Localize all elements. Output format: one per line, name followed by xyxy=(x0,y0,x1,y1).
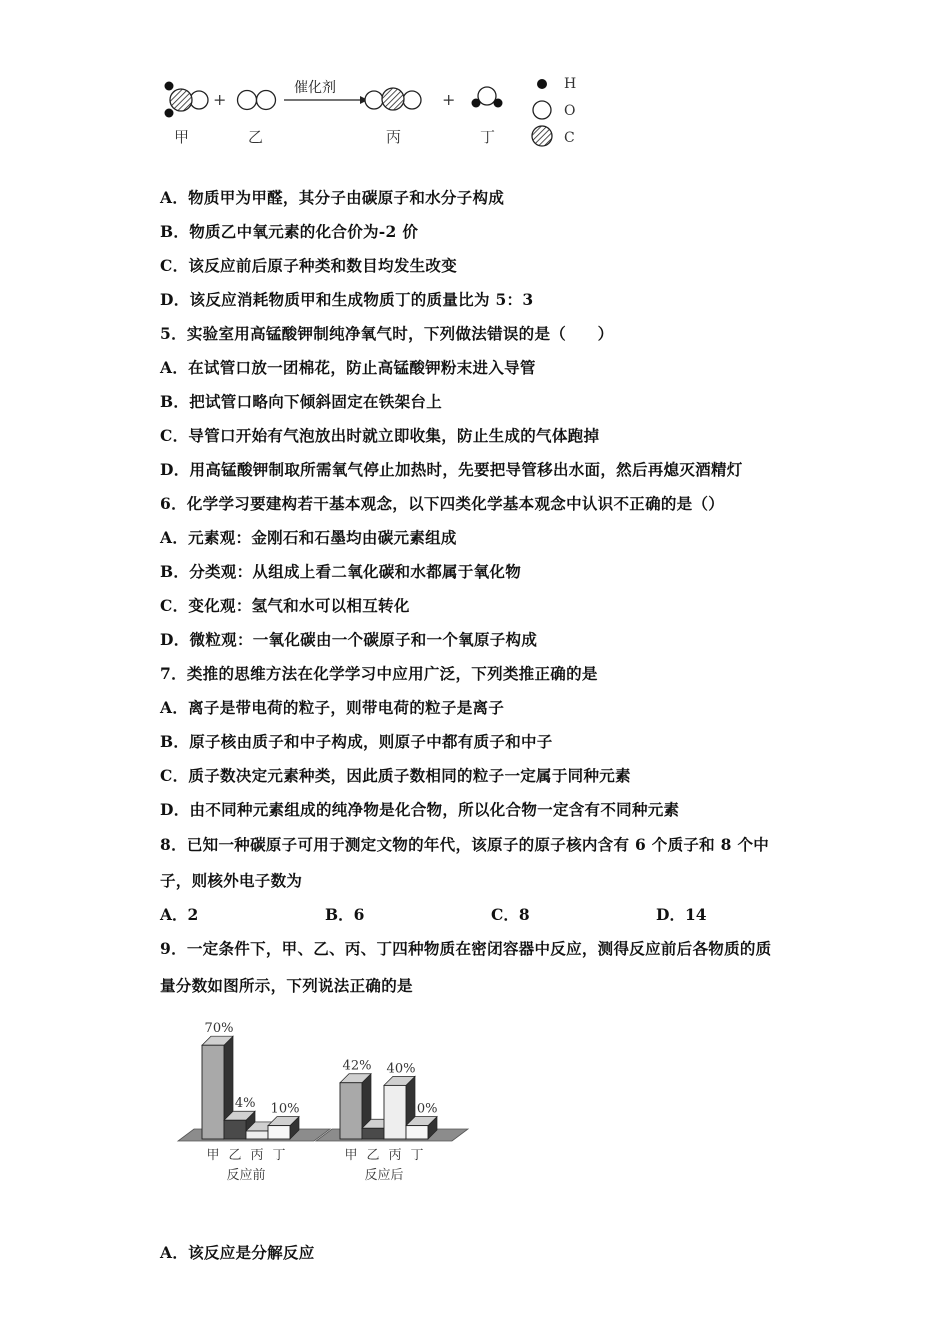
molecule-bing-icon xyxy=(365,88,421,110)
q5-option-c: C．导管口开始有气泡放出时就立即收集，防止生成的气体跑掉 xyxy=(160,426,600,445)
q8-option-d: D．14 xyxy=(656,905,707,924)
q6-stem: 6．化学学习要建构若干基本观念，以下四类化学基本观念中认识不正确的是（） xyxy=(160,494,725,513)
bar-1-3 xyxy=(406,1126,428,1139)
bar-0-0 xyxy=(202,1045,224,1139)
label-yi: 乙 xyxy=(248,128,264,146)
plus-sign: + xyxy=(213,90,227,109)
bar-0-1 xyxy=(224,1120,246,1139)
q6-option-a: A．元素观：金刚石和石墨均由碳元素组成 xyxy=(160,528,457,547)
bar-label-0-0: 70% xyxy=(204,1021,234,1037)
molecule-ding-icon xyxy=(472,87,503,108)
bar-0-3 xyxy=(268,1126,290,1139)
category-label-1-3: 丁 xyxy=(410,1148,424,1163)
q6-option-b: B．分类观：从组成上看二氧化碳和水都属于氧化物 xyxy=(160,562,522,581)
carbon-atom-icon xyxy=(532,126,552,146)
legend-h: H xyxy=(564,76,577,92)
legend-c: C xyxy=(564,130,575,146)
category-label-0-2: 丙 xyxy=(250,1148,264,1163)
category-label-0-0: 甲 xyxy=(206,1148,220,1163)
legend-o: O xyxy=(564,103,576,119)
q9-option-a: A．该反应是分解反应 xyxy=(160,1243,315,1262)
bar-1-0 xyxy=(340,1083,362,1139)
q8-option-b: B．6 xyxy=(325,905,365,924)
group-label-0: 反应前 xyxy=(226,1168,266,1183)
q8-options xyxy=(160,903,800,923)
q7-option-a: A．离子是带电荷的粒子，则带电荷的粒子是离子 xyxy=(160,698,505,717)
q9-stem-line1: 9．一定条件下，甲、乙、丙、丁四种物质在密闭容器中反应，测得反应前后各物质的质 xyxy=(160,939,772,958)
q4-option-d: D．该反应消耗物质甲和生成物质丁的质量比为 5：3 xyxy=(160,290,534,309)
category-label-0-3: 丁 xyxy=(272,1148,286,1163)
q5-stem: 5．实验室用高锰酸钾制纯净氧气时，下列做法错误的是（ ） xyxy=(160,324,614,343)
bar-label-0-3: 10% xyxy=(270,1101,300,1117)
bar-label-1-2: 40% xyxy=(386,1061,416,1077)
molecule-jia-icon xyxy=(165,82,209,118)
label-bing: 丙 xyxy=(386,128,402,146)
q8-stem-line1: 8．已知一种碳原子可用于测定文物的年代，该原子的原子核内含有 6 个质子和 8 个中 xyxy=(160,835,770,854)
bar-0-2 xyxy=(246,1131,268,1139)
q8-option-a: A．2 xyxy=(160,905,199,924)
q4-option-b: B．物质乙中氧元素的化合价为-2 价 xyxy=(160,222,419,241)
q9-stem-line2: 量分数如图所示，下列说法正确的是 xyxy=(160,976,413,995)
bar-1-1 xyxy=(362,1128,384,1139)
q7-option-b: B．原子核由质子和中子构成，则原子中都有质子和中子 xyxy=(160,732,553,751)
molecule-yi-icon xyxy=(238,91,276,110)
category-label-0-1: 乙 xyxy=(228,1148,242,1163)
q5-option-d: D．用高锰酸钾制取所需氧气停止加热时，先要把导管移出水面，然后再熄灭酒精灯 xyxy=(160,460,743,479)
q8-option-c: C．8 xyxy=(491,905,530,924)
q5-option-b: B．把试管口略向下倾斜固定在铁架台上 xyxy=(160,392,443,411)
q6-option-d: D．微粒观：一氧化碳由一个碳原子和一个氧原子构成 xyxy=(160,630,538,649)
q4-option-a: A．物质甲为甲醛，其分子由碳原子和水分子构成 xyxy=(160,188,505,207)
catalyst-label: 催化剂 xyxy=(294,80,336,96)
hydrogen-atom-icon xyxy=(537,79,547,89)
bar-1-2 xyxy=(384,1085,406,1139)
q7-stem: 7．类推的思维方法在化学学习中应用广泛，下列类推正确的是 xyxy=(160,664,598,683)
q7-option-c: C．质子数决定元素种类，因此质子数相同的粒子一定属于同种元素 xyxy=(160,766,631,785)
group-label-1: 反应后 xyxy=(364,1168,404,1183)
bar-label-0-1: 14% xyxy=(226,1096,256,1112)
plus-sign: + xyxy=(442,90,456,109)
q4-option-c: C．该反应前后原子种类和数目均发生改变 xyxy=(160,256,458,275)
legend xyxy=(532,76,576,146)
q7-option-d: D．由不同种元素组成的纯净物是化合物，所以化合物一定含有不同种元素 xyxy=(160,800,680,819)
q6-option-c: C．变化观：氢气和水可以相互转化 xyxy=(160,596,410,615)
category-label-1-0: 甲 xyxy=(344,1148,358,1163)
label-ding: 丁 xyxy=(480,128,496,146)
category-label-1-2: 丙 xyxy=(388,1148,402,1163)
q5-option-a: A．在试管口放一团棉花，防止高锰酸钾粉末进入导管 xyxy=(160,358,536,377)
bar-label-1-0: 42% xyxy=(342,1058,372,1074)
bar-label-1-3: 10% xyxy=(408,1101,438,1117)
q8-stem-line2: 子，则核外电子数为 xyxy=(160,871,303,890)
oxygen-atom-icon xyxy=(533,101,551,119)
category-label-1-1: 乙 xyxy=(366,1148,380,1163)
q9-bar-chart xyxy=(170,1015,480,1190)
reaction-diagram xyxy=(150,70,590,152)
label-jia: 甲 xyxy=(174,128,190,146)
